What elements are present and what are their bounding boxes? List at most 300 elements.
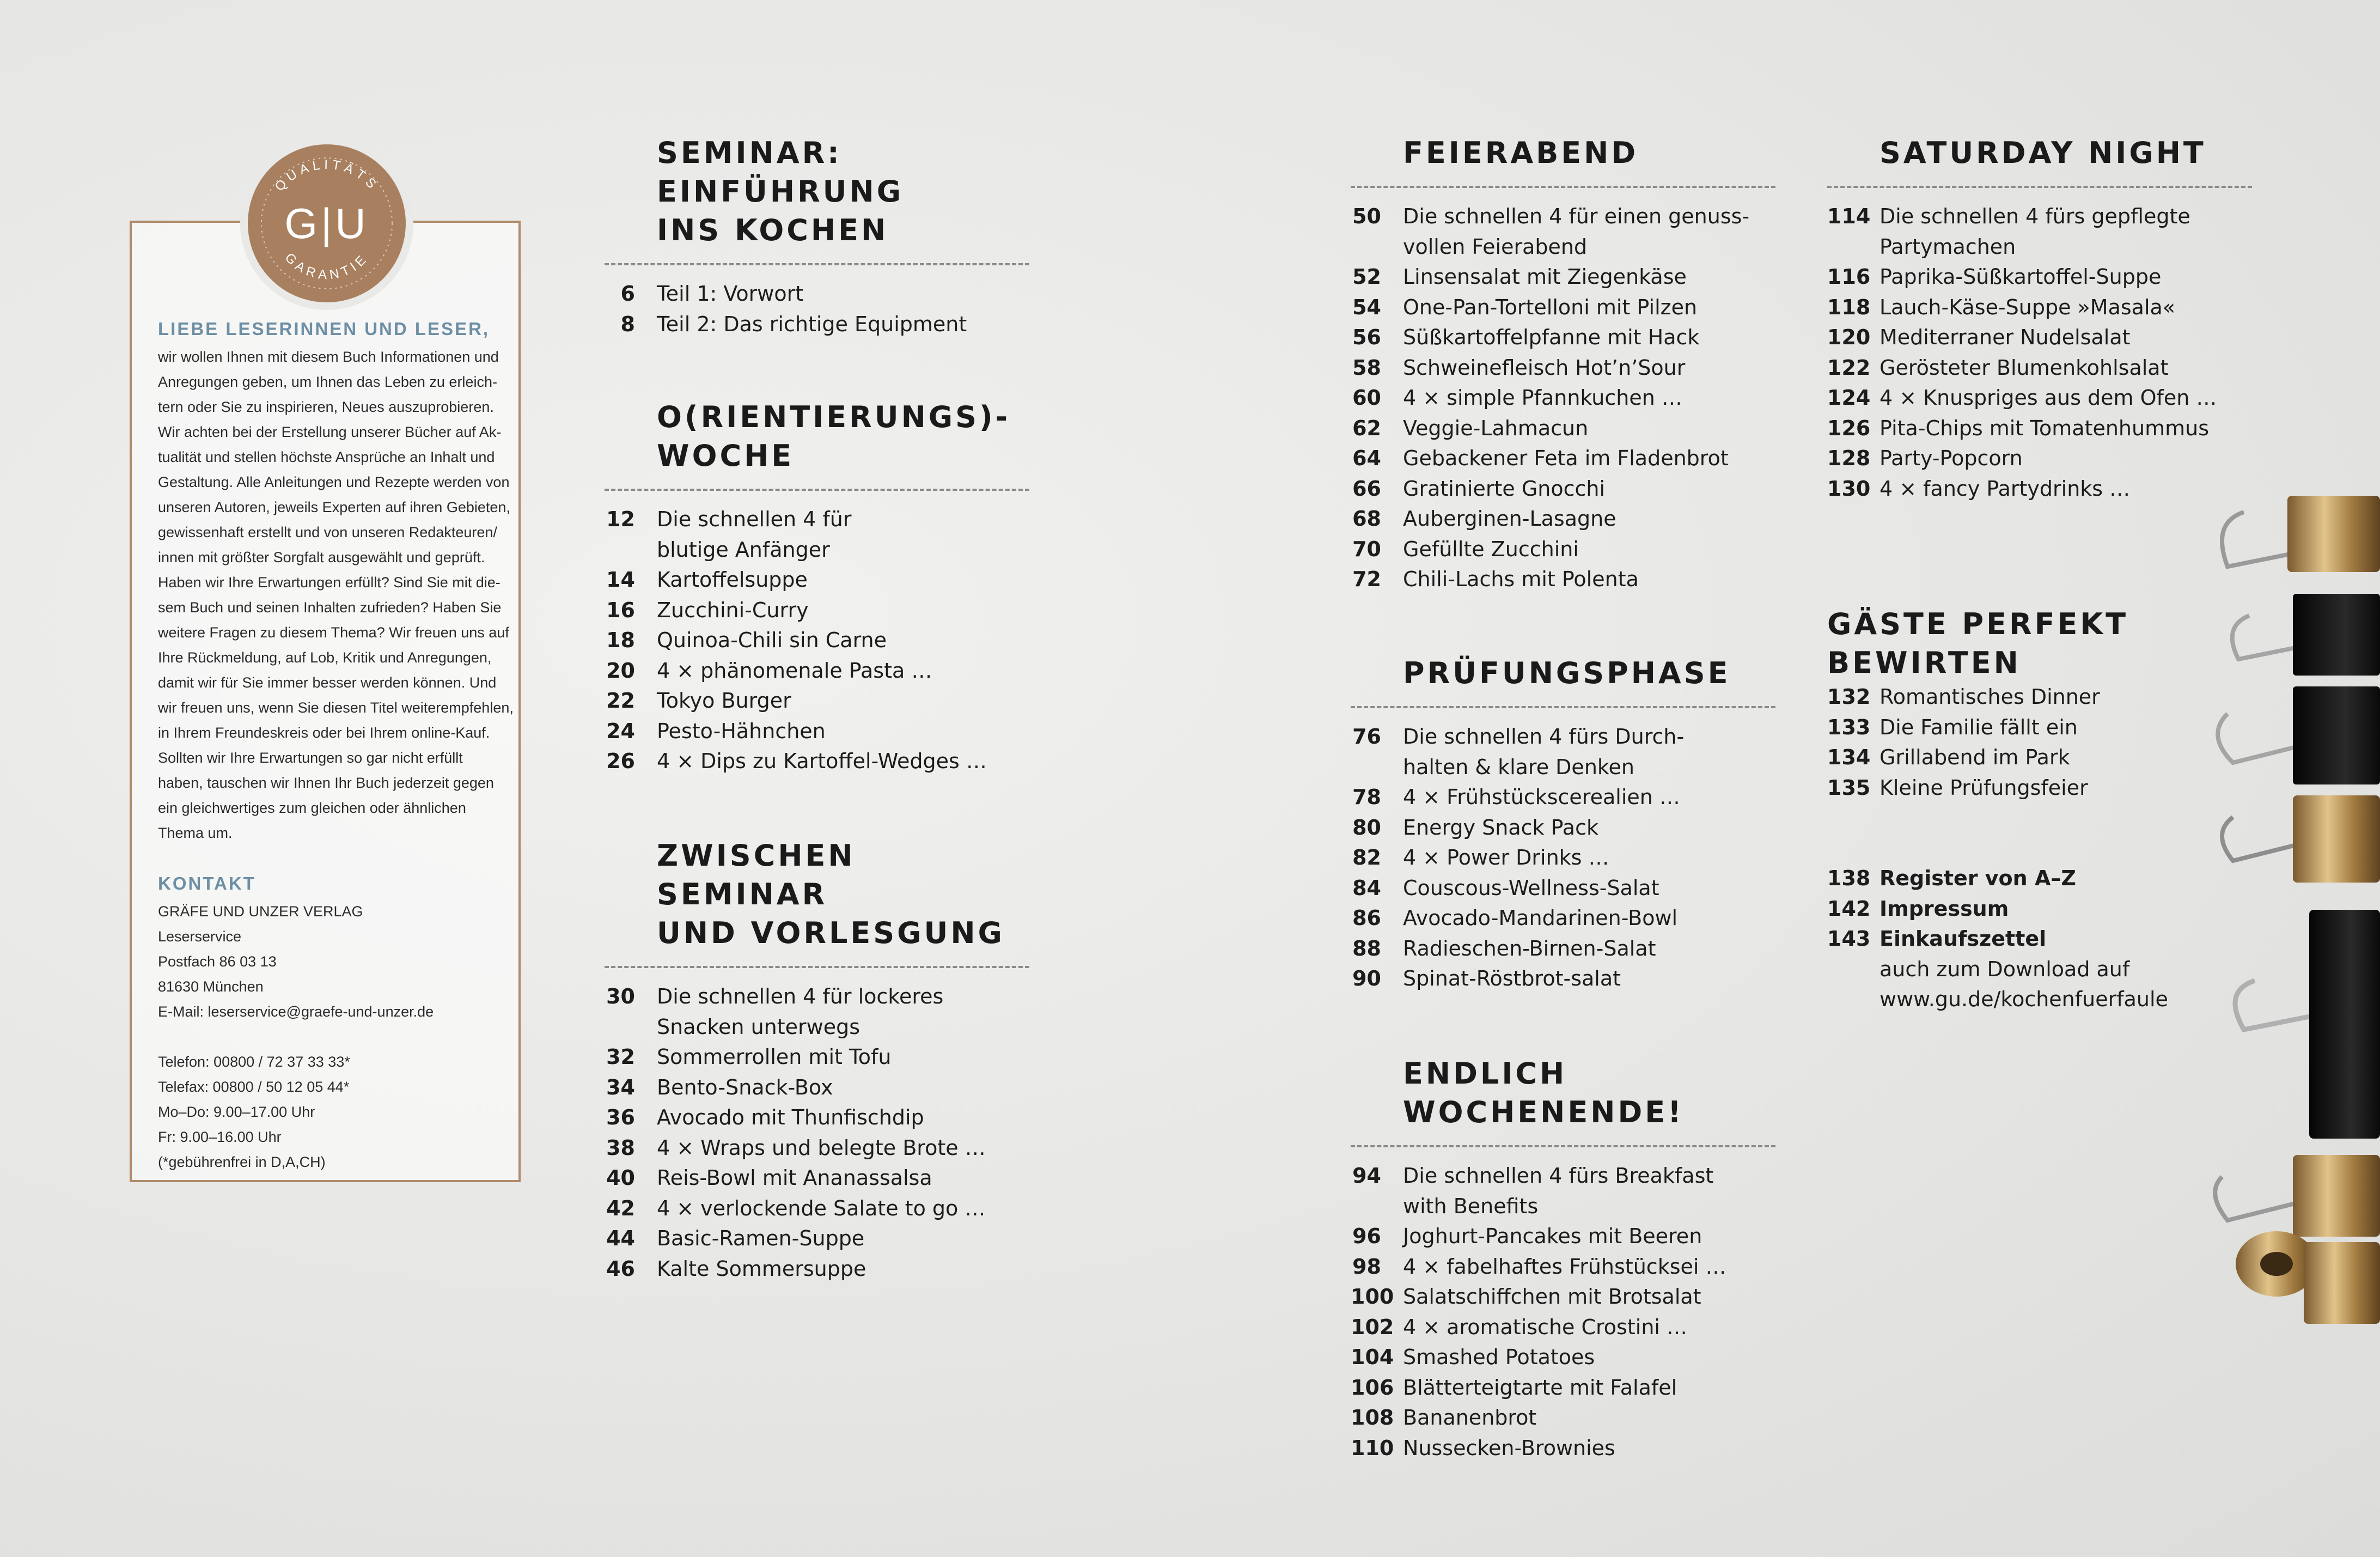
section-divider [1351, 186, 1775, 188]
entry-title: Einkaufszettel [1879, 927, 2047, 951]
page-number: 84 [1352, 875, 1381, 900]
info-line: GRÄFE UND UNZER VERLAG [158, 903, 363, 920]
toc-entry [1827, 924, 2252, 954]
toc-entry [1827, 773, 2252, 804]
section-divider [605, 263, 1029, 265]
page-number: 16 [606, 598, 635, 622]
page-number: 24 [606, 719, 635, 743]
entry-title: Veggie-Lahmacun [1403, 416, 1589, 440]
section-divider [1351, 1145, 1775, 1147]
page-number: 52 [1352, 265, 1381, 289]
toc-entry [605, 1073, 1029, 1103]
entry-title: Party-Popcorn [1879, 446, 2023, 470]
page-number: 90 [1352, 966, 1381, 990]
page-number: 72 [1352, 567, 1381, 591]
section-title-line: SATURDAY NIGHT [1879, 136, 2206, 170]
svg-text:QUALITÄTS [272, 157, 382, 194]
toc-entry [1351, 323, 1775, 353]
toc-entry [605, 1042, 1029, 1073]
section-title-line: SEMINAR: [657, 136, 842, 170]
section-title-line: GÄSTE PERFEKT [1827, 607, 2129, 641]
clip-icon [2236, 1231, 2380, 1324]
section-entries-gaeste [1827, 682, 2252, 803]
toc-entry [1827, 443, 2252, 474]
section-divider [1827, 186, 2252, 188]
toc-entry [605, 535, 1029, 565]
toc-entry [605, 625, 1029, 656]
toc-entry [1351, 443, 1775, 474]
section-entries-pruefung [1351, 722, 1775, 994]
page-number: 64 [1352, 446, 1381, 470]
info-line: Thema um. [158, 825, 233, 841]
toc-entry [1351, 353, 1775, 384]
toc-entry [605, 504, 1029, 535]
page-number: 42 [606, 1196, 635, 1220]
page-number: 62 [1352, 416, 1381, 440]
toc-column-1 [605, 133, 1029, 339]
info-line: Haben wir Ihre Erwartungen erfüllt? Sind Sie mit die- [158, 574, 501, 591]
toc-entry [1827, 383, 2252, 413]
section-title-feierabend [1351, 133, 1775, 172]
toc-entry [605, 1163, 1029, 1194]
entry-title: Die schnellen 4 fürs Durch- [1403, 725, 1685, 749]
entry-title: Kleine Prüfungsfeier [1879, 775, 2088, 800]
page-number: 26 [606, 749, 635, 773]
toc-entry [1351, 1252, 1775, 1282]
page-number: 86 [1352, 906, 1381, 930]
toc-entry [1827, 202, 2252, 232]
toc-entry [1827, 323, 2252, 353]
page-number: 36 [606, 1105, 635, 1129]
clip-icon [2222, 795, 2380, 883]
entry-title: Partymachen [1879, 234, 2016, 259]
toc-entry [1351, 262, 1775, 293]
section-title-saturday [1827, 133, 2252, 172]
toc-entry [605, 595, 1029, 626]
section-title-line: WOCHE [657, 439, 795, 473]
entry-title: Mediterraner Nudelsalat [1879, 325, 2131, 349]
toc-column-3b [1827, 605, 2252, 803]
page-number: 44 [606, 1226, 635, 1250]
entry-title: 4 × Frühstückscerealien … [1403, 785, 1680, 809]
seal-letters: G|U [284, 199, 369, 247]
page-number: 12 [606, 507, 635, 531]
toc-entry [1827, 682, 2252, 713]
info-line: Postfach 86 03 13 [158, 953, 277, 970]
section-title-line: PRÜFUNGSPHASE [1403, 656, 1731, 690]
toc-entry [605, 982, 1029, 1012]
section-entries-orientierung [605, 504, 1029, 777]
entry-title: vollen Feierabend [1403, 234, 1588, 259]
section-divider [1351, 706, 1775, 708]
toc-entry [1351, 782, 1775, 813]
page-number: 106 [1351, 1375, 1394, 1400]
page-number: 124 [1827, 386, 1871, 410]
contact-heading: KONTAKT [158, 873, 256, 893]
toc-column-2b [1351, 654, 1775, 994]
entry-title: Bento-Snack-Box [657, 1075, 833, 1099]
toc-entry [1351, 232, 1775, 263]
page-number: 98 [1352, 1254, 1381, 1279]
toc-entry [1351, 1312, 1775, 1343]
reader-info-text [158, 316, 514, 1175]
page-number: 22 [606, 689, 635, 713]
toc-column-2 [1351, 133, 1775, 595]
info-line: Mo–Do: 9.00–17.00 Uhr [158, 1104, 315, 1120]
entry-title: 4 × verlockende Salate to go … [657, 1196, 986, 1220]
toc-entry [1351, 564, 1775, 595]
page-number: 133 [1827, 715, 1871, 739]
section-divider [605, 966, 1029, 968]
entry-title: Gefüllte Zucchini [1403, 537, 1579, 561]
toc-entry [1351, 843, 1775, 873]
entry-title: Die schnellen 4 für [657, 507, 852, 531]
page-number: 138 [1827, 866, 1871, 890]
page-number: 143 [1827, 927, 1871, 951]
toc-entry [1827, 232, 2252, 263]
page-number: 70 [1352, 537, 1381, 561]
entry-title: Sommerrollen mit Tofu [657, 1045, 892, 1069]
page-number: 114 [1827, 204, 1871, 228]
entry-title: Romantisches Dinner [1879, 685, 2100, 709]
toc-entry [1351, 964, 1775, 994]
entry-title: 4 × Wraps und belegte Brote … [657, 1135, 986, 1160]
section-title-line: INS KOCHEN [657, 213, 889, 247]
page-number: 60 [1352, 386, 1381, 410]
toc-entry [1827, 474, 2252, 504]
section-title-zwischen [605, 836, 1029, 952]
info-line: tualität und stellen höchste Ansprüche an Inhalt und [158, 449, 495, 465]
page-number: 80 [1352, 815, 1381, 840]
page-number: 8 [620, 312, 635, 336]
page-number: 134 [1827, 745, 1871, 769]
info-line: Telefax: 00800 / 50 12 05 44* [158, 1079, 350, 1095]
entry-title: One-Pan-Tortelloni mit Pilzen [1403, 295, 1698, 319]
toc-entry [605, 1133, 1029, 1164]
info-line: weitere Fragen zu diesem Thema? Wir freuen uns auf [158, 624, 509, 641]
entry-title: Quinoa-Chili sin Carne [657, 628, 887, 652]
entry-title: 4 × aromatische Crostini … [1403, 1315, 1688, 1339]
page-number: 18 [606, 628, 635, 652]
toc-entry [1351, 1373, 1775, 1403]
page-number: 54 [1352, 295, 1381, 319]
toc-entry [605, 656, 1029, 686]
page-number: 122 [1827, 355, 1871, 380]
info-line: Ihre Rückmeldung, auf Lob, Kritik und Anregungen, [158, 649, 492, 666]
toc-entry [1351, 1282, 1775, 1312]
toc-entry [1351, 813, 1775, 843]
info-line: (*gebührenfrei in D,A,CH) [158, 1154, 326, 1170]
info-line: damit wir für Sie immer besser werden können. Und [158, 674, 497, 691]
binder-clips-image [2211, 479, 2380, 1395]
entry-title: blutige Anfänger [657, 537, 830, 562]
info-line: in Ihrem Freundeskreis oder bei Ihrem online-Kauf. [158, 725, 490, 741]
section-title-seminar [605, 133, 1029, 250]
entry-title: Die schnellen 4 für lockeres [657, 984, 944, 1008]
clip-icon [2222, 496, 2380, 572]
entry-title: Teil 1: Vorwort [657, 282, 804, 306]
toc-entry [1351, 293, 1775, 323]
page-number: 6 [620, 282, 635, 306]
section-title-pruefung [1351, 654, 1775, 692]
toc-entry [1827, 353, 2252, 384]
page-number: 120 [1827, 325, 1871, 349]
clip-icon [2215, 1155, 2380, 1237]
info-line: Leserservice [158, 928, 242, 945]
page-number: 130 [1827, 476, 1871, 501]
entry-title: Chili-Lachs mit Polenta [1403, 567, 1639, 591]
page-number: 94 [1352, 1164, 1381, 1188]
section-divider [605, 489, 1029, 491]
entry-title: Blätterteigtarte mit Falafel [1403, 1375, 1677, 1400]
entry-title: Smashed Potatoes [1403, 1345, 1595, 1369]
entry-title: Bananenbrot [1403, 1406, 1537, 1430]
info-line: ein gleichwertiges zum gleichen oder ähnlichen [158, 800, 466, 816]
toc-entry [1827, 863, 2252, 894]
section-entries-zwischen [605, 982, 1029, 1284]
page-number: 110 [1351, 1436, 1394, 1460]
entry-title: 4 × fancy Partydrinks … [1879, 476, 2131, 501]
toc-entry [1351, 504, 1775, 534]
entry-title: Auberginen-Lasagne [1403, 507, 1616, 531]
entry-title: Basic-Ramen-Suppe [657, 1226, 865, 1250]
toc-entry [605, 1254, 1029, 1285]
entry-title: Snacken unterwegs [657, 1014, 861, 1039]
toc-entry [1351, 752, 1775, 783]
toc-entry [1351, 873, 1775, 904]
section-title-line: EINFÜHRUNG [657, 174, 904, 209]
entry-title: Gerösteter Blumenkohlsalat [1879, 355, 2169, 380]
info-line: haben, tauschen wir Ihnen Ihr Buch jederzeit gegen [158, 775, 494, 791]
toc-column-3c [1827, 863, 2252, 1015]
entry-title: Schweinefleisch Hot’n’Sour [1403, 355, 1686, 380]
section-title-gaeste [1827, 605, 2252, 682]
page-number: 46 [606, 1256, 635, 1281]
clip-icon [2235, 910, 2380, 1139]
section-title-line: BEWIRTEN [1827, 646, 2021, 680]
entry-title: Avocado mit Thunfischdip [657, 1105, 924, 1129]
toc-column-1c [605, 836, 1029, 1284]
entry-title: Zucchini-Curry [657, 598, 809, 622]
toc-entry [1351, 1191, 1775, 1222]
toc-entry [1827, 262, 2252, 293]
entry-title: Spinat-Röstbrot-salat [1403, 966, 1621, 990]
page-number: 82 [1352, 846, 1381, 869]
entry-title: www.gu.de/kochenfuerfaule [1879, 987, 2168, 1011]
clip-icon [2218, 686, 2380, 784]
toc-entry [605, 1103, 1029, 1133]
section-title-line: FEIERABEND [1403, 136, 1639, 170]
toc-entry [1351, 1161, 1775, 1191]
page-number: 76 [1352, 725, 1381, 749]
entry-title: Avocado-Mandarinen-Bowl [1403, 906, 1678, 930]
page-number: 88 [1352, 936, 1381, 960]
info-line: Anregungen geben, um Ihnen das Leben zu erleich- [158, 374, 497, 390]
toc-entry [1351, 413, 1775, 444]
page-number: 66 [1352, 476, 1381, 501]
page-number: 118 [1827, 295, 1871, 319]
page-number: 34 [606, 1075, 635, 1099]
toc-entry [605, 309, 1029, 340]
entry-title: Kalte Sommersuppe [657, 1256, 866, 1281]
entry-title: Die schnellen 4 fürs gepflegte [1879, 204, 2190, 228]
page-number: 96 [1352, 1224, 1381, 1248]
entry-title: 4 × phänomenale Pasta … [657, 658, 932, 683]
page-number: 128 [1827, 446, 1871, 470]
page-number: 38 [606, 1135, 635, 1160]
page-number: 100 [1351, 1285, 1394, 1309]
entry-title: Pesto-Hähnchen [657, 719, 826, 743]
entry-title: Die Familie fällt ein [1879, 715, 2078, 739]
toc-entry [1351, 474, 1775, 504]
page-number: 102 [1351, 1315, 1394, 1339]
gu-quality-seal [248, 144, 406, 302]
info-line: wir freuen uns, wenn Sie diesen Titel weiterempfehlen, [158, 700, 514, 716]
toc-entry [1351, 534, 1775, 565]
page-number: 104 [1351, 1345, 1394, 1369]
entry-title: with Benefits [1403, 1194, 1539, 1218]
info-line: innen mit größter Sorgfalt ausgewählt und geprüft. [158, 549, 485, 565]
info-line: Fr: 9.00–16.00 Uhr [158, 1129, 282, 1145]
page-number: 20 [606, 658, 635, 683]
entry-title: Linsensalat mit Ziegenkäse [1403, 265, 1687, 289]
section-title-line: O(RIENTIERUNGS)- [657, 400, 1011, 434]
page-number: 30 [606, 984, 635, 1008]
toc-entry [605, 746, 1029, 777]
toc-entry [605, 279, 1029, 309]
entry-title: Paprika-Süßkartoffel-Suppe [1879, 265, 2162, 289]
page-number: 68 [1352, 507, 1381, 531]
info-line: gewissenhaft erstellt und von unseren Redakteuren/ [158, 524, 497, 540]
entry-title: Joghurt-Pancakes mit Beeren [1403, 1224, 1702, 1248]
entry-title: Couscous-Wellness-Salat [1403, 875, 1659, 900]
phone-body [158, 1049, 506, 1175]
entry-title: Lauch-Käse-Suppe »Masala« [1879, 295, 2176, 319]
section-entries-saturday [1827, 202, 2252, 504]
page-number: 58 [1352, 355, 1381, 380]
entry-title: Grillabend im Park [1879, 745, 2070, 769]
entry-title: 4 × Knuspriges aus dem Ofen … [1879, 386, 2217, 410]
section-title-wochenende [1351, 1054, 1775, 1132]
info-line: wir wollen Ihnen mit diesem Buch Informationen und [158, 349, 499, 365]
toc-entry [1351, 1403, 1775, 1433]
entry-title: Kartoffelsuppe [657, 568, 808, 592]
info-line: sem Buch und seinen Inhalten zufrieden? Haben Sie [158, 599, 502, 616]
entry-title: Reis-Bowl mit Ananassalsa [657, 1166, 932, 1190]
toc-entry [1351, 202, 1775, 232]
info-line: 81630 München [158, 978, 264, 995]
section-title-orientierung [605, 398, 1029, 475]
info-line: unseren Autoren, jeweils Experten auf ihren Gebieten, [158, 499, 510, 515]
entry-title: Die schnellen 4 für einen genuss- [1403, 204, 1750, 228]
page-number: 126 [1827, 416, 1871, 440]
entry-title: Tokyo Burger [657, 689, 791, 713]
section-title-line: WOCHENENDE! [1403, 1095, 1684, 1129]
page-number: 108 [1351, 1406, 1394, 1430]
entry-title: Register von A–Z [1879, 866, 2076, 890]
page-number: 50 [1352, 204, 1381, 228]
toc-entry [605, 1194, 1029, 1224]
clip-icon [2232, 594, 2380, 676]
entry-title: Pita-Chips mit Tomatenhummus [1879, 416, 2210, 440]
page-number: 40 [606, 1166, 635, 1190]
info-heading: LIEBE LESERINNEN UND LESER, [158, 319, 490, 339]
toc-entry [1351, 934, 1775, 964]
entry-title: 4 × Power Drinks … [1403, 846, 1609, 869]
toc-entry [1827, 894, 2252, 925]
toc-entry [605, 1012, 1029, 1043]
section-title-line: ENDLICH [1403, 1056, 1567, 1091]
page-number: 56 [1352, 325, 1381, 349]
entry-title: halten & klare Denken [1403, 755, 1635, 779]
toc-entry [605, 565, 1029, 595]
info-line: E-Mail: leserservice@graefe-und-unzer.de [158, 1003, 434, 1020]
page-number: 32 [606, 1045, 635, 1069]
info-line: Telefon: 00800 / 72 37 33 33* [158, 1054, 350, 1070]
toc-entry [605, 1224, 1029, 1254]
entry-title: Gebackener Feta im Fladenbrot [1403, 446, 1729, 470]
svg-text:GARANTIE [282, 250, 371, 282]
toc-entry [1827, 984, 2252, 1015]
entry-title: Impressum [1879, 896, 2009, 921]
entry-title: 4 × fabelhaftes Frühstücksei … [1403, 1254, 1726, 1279]
info-line: tern oder Sie zu inspirieren, Neues auszuprobieren. [158, 399, 494, 415]
page-number: 116 [1827, 265, 1871, 289]
section-title-line: UND VORLESGUNG [657, 916, 1005, 950]
toc-entry [605, 686, 1029, 716]
entry-title: Radieschen-Birnen-Salat [1403, 936, 1656, 960]
toc-entry [1351, 1433, 1775, 1464]
page-number: 142 [1827, 896, 1871, 921]
toc-entry [1827, 954, 2252, 985]
info-line: Wir achten bei der Erstellung unserer Bücher auf Ak- [158, 424, 502, 440]
entry-title: 4 × simple Pfannkuchen … [1403, 386, 1682, 410]
section-entries-anhang [1827, 863, 2252, 1015]
info-line: Gestaltung. Alle Anleitungen und Rezepte werden von [158, 474, 510, 490]
toc-entry [1827, 713, 2252, 743]
info-body [158, 344, 514, 846]
seal-text-top: QUALITÄTS [272, 157, 382, 194]
toc-column-1b [605, 398, 1029, 777]
toc-entry [1827, 293, 2252, 323]
page-number: 14 [606, 568, 635, 592]
section-entries-feierabend [1351, 202, 1775, 595]
toc-entry [1351, 383, 1775, 413]
entry-title: Energy Snack Pack [1403, 815, 1598, 840]
toc-entry [1827, 743, 2252, 773]
toc-entry [605, 716, 1029, 747]
page-number: 135 [1827, 775, 1871, 800]
section-entries-seminar [605, 279, 1029, 339]
entry-title: Gratinierte Gnocchi [1403, 476, 1606, 501]
contact-body [158, 899, 506, 1024]
toc-entry [1827, 413, 2252, 444]
page-number: 78 [1352, 785, 1381, 809]
entry-title: Nussecken-Brownies [1403, 1436, 1615, 1460]
toc-entry [1351, 903, 1775, 934]
seal-text-bottom: GARANTIE [282, 250, 372, 283]
toc-column-3 [1827, 133, 2252, 504]
entry-title: Salatschiffchen mit Brotsalat [1403, 1285, 1701, 1309]
page-number: 132 [1827, 685, 1871, 709]
toc-entry [1351, 1221, 1775, 1252]
entry-title: Die schnellen 4 fürs Breakfast [1403, 1164, 1714, 1188]
section-title-line: ZWISCHEN SEMINAR [657, 838, 856, 911]
toc-column-2c [1351, 1054, 1775, 1463]
section-entries-wochenende [1351, 1161, 1775, 1463]
entry-title: 4 × Dips zu Kartoffel-Wedges … [657, 749, 987, 773]
toc-entry [1351, 1342, 1775, 1373]
